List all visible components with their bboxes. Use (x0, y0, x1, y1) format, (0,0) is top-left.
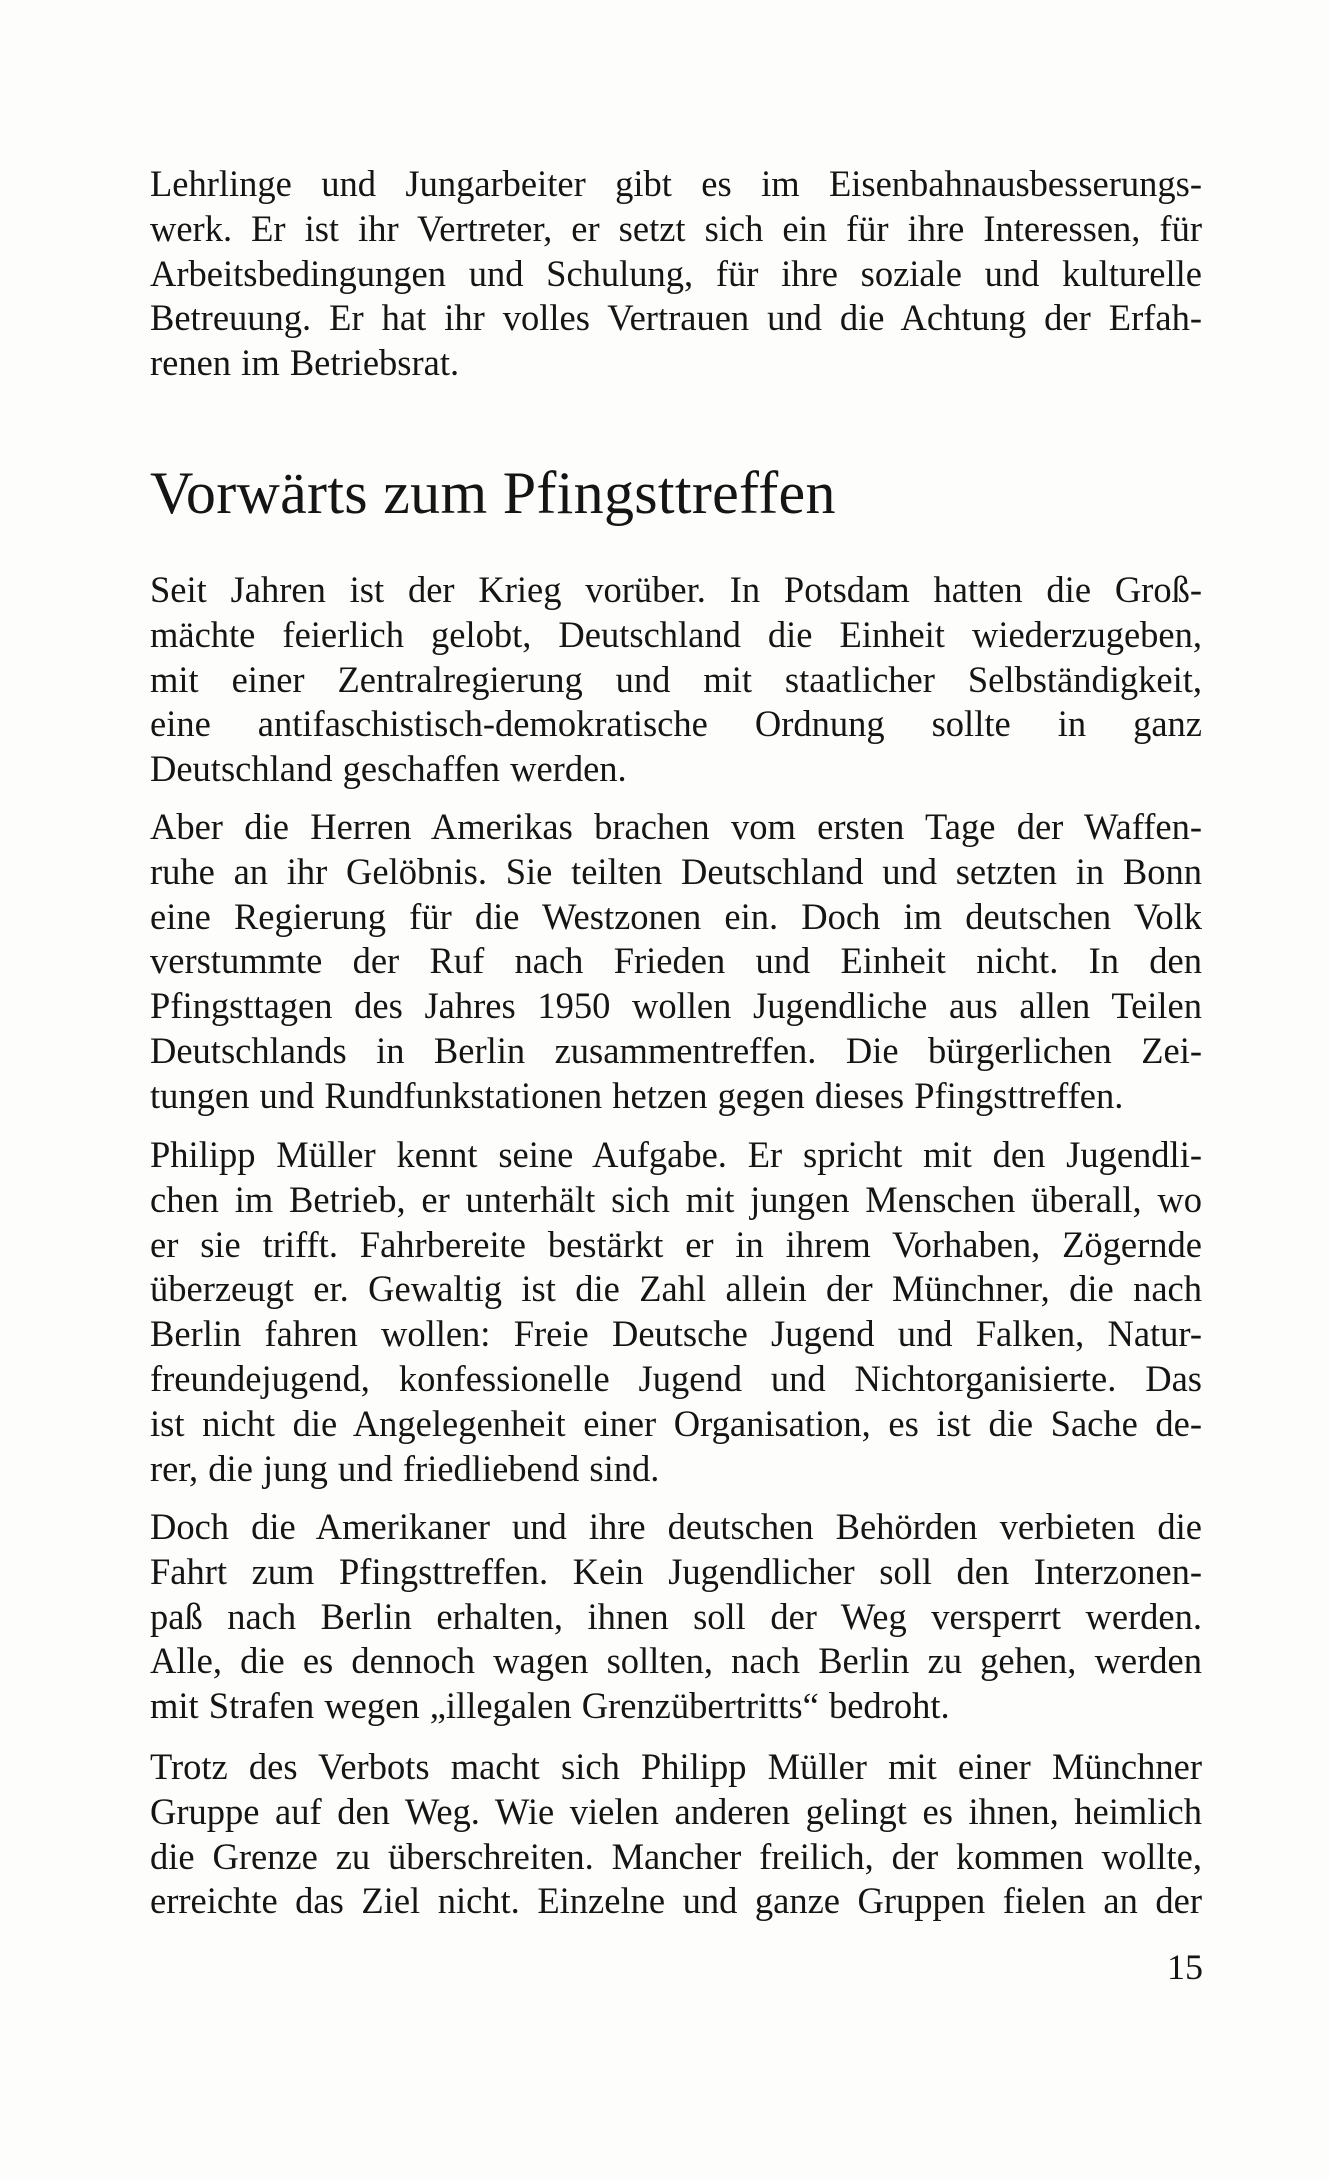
text-line: Deutschland geschaffen werden. (150, 748, 627, 790)
text-line: paß nach Berlin erhalten, ihnen soll der Weg versperrt werden. (150, 1595, 1202, 1637)
section-heading: Vorwärts zum Pfingsttreffen (150, 460, 836, 526)
text-line: Betreuung. Er hat ihr volles Vertrauen und die Achtung der Erfah- (150, 297, 1202, 339)
text-line: Trotz des Verbots macht sich Philipp Müller mit einer Münchner (150, 1746, 1202, 1787)
text-line: ruhe an ihr Gelöbnis. Sie teilten Deutschland und setzten in Bonn (150, 850, 1202, 892)
text-line: chen im Betrieb, er unterhält sich mit jungen Menschen überall, wo (150, 1178, 1202, 1220)
text-line: freundejugend, konfessionelle Jugend und Nichtorganisierte. Das (150, 1357, 1202, 1399)
text-line: überzeugt er. Gewaltig ist die Zahl allein der Münchner, die nach (150, 1268, 1202, 1310)
text-line: Lehrlinge und Jungarbeiter gibt es im Eisenbahnausbesserungs- (150, 163, 1202, 204)
text-line: eine Regierung für die Westzonen ein. Doch im deutschen Volk (150, 895, 1202, 937)
text-line: Seit Jahren ist der Krieg vorüber. In Potsdam hatten die Groß- (150, 569, 1202, 610)
paragraph-amerikas (150, 805, 1202, 1119)
text-line: Arbeitsbedingungen und Schulung, für ihre soziale und kulturelle (150, 252, 1202, 294)
text-line: mit Strafen wegen „illegalen Grenzübertritts“ bedroht. (150, 1685, 950, 1727)
paragraph-intro (150, 162, 1202, 386)
text-line: renen im Betriebsrat. (150, 342, 460, 384)
text-line: Alle, die es dennoch wagen sollten, nach Berlin zu gehen, werden (150, 1640, 1202, 1682)
text-line: mit einer Zentralregierung und mit staatlicher Selbständigkeit, (150, 658, 1202, 700)
paragraph-trotz (150, 1745, 1202, 1924)
text-line: er sie trifft. Fahrbereite bestärkt er in ihrem Vorhaben, Zögernde (150, 1223, 1202, 1265)
text-line: ist nicht die Angelegenheit einer Organisation, es ist die Sache de- (150, 1402, 1202, 1444)
text-line: Pfingsttagen des Jahres 1950 wollen Jugendliche aus allen Teilen (150, 985, 1202, 1027)
text-line: mächte feierlich gelobt, Deutschland die Einheit wiederzugeben, (150, 613, 1202, 655)
text-line: erreichte das Ziel nicht. Einzelne und ganze Gruppen fielen an der (150, 1880, 1202, 1922)
page-number: 15 (1167, 1947, 1203, 1987)
paragraph-philipp (150, 1133, 1202, 1491)
text-line: eine antifaschistisch-demokratische Ordnung sollte in ganz (150, 703, 1202, 745)
text-line: die Grenze zu überschreiten. Mancher freilich, der kommen wollte, (150, 1835, 1202, 1877)
paragraph-potsdam (150, 568, 1202, 792)
text-line: verstummte der Ruf nach Frieden und Einheit nicht. In den (150, 940, 1202, 982)
text-line: Doch die Amerikaner und ihre deutschen Behörden verbieten die (150, 1506, 1202, 1547)
text-line: Fahrt zum Pfingsttreffen. Kein Jugendlicher soll den Interzonen- (150, 1550, 1202, 1592)
text-line: Deutschlands in Berlin zusammentreffen. Die bürgerlichen Zei- (150, 1029, 1202, 1071)
text-line: Philipp Müller kennt seine Aufgabe. Er spricht mit den Jugendli- (150, 1134, 1202, 1175)
paragraph-verbot (150, 1505, 1202, 1729)
text-line: tungen und Rundfunkstationen hetzen gegen dieses Pfingsttreffen. (150, 1074, 1124, 1116)
text-line: werk. Er ist ihr Vertreter, er setzt sich ein für ihre Interessen, für (150, 207, 1202, 249)
text-line: Aber die Herren Amerikas brachen vom ersten Tage der Waffen- (150, 806, 1202, 847)
text-line: Berlin fahren wollen: Freie Deutsche Jugend und Falken, Natur- (150, 1313, 1202, 1355)
text-line: Gruppe auf den Weg. Wie vielen anderen gelingt es ihnen, heimlich (150, 1790, 1202, 1832)
text-line: rer, die jung und friedliebend sind. (150, 1447, 660, 1489)
